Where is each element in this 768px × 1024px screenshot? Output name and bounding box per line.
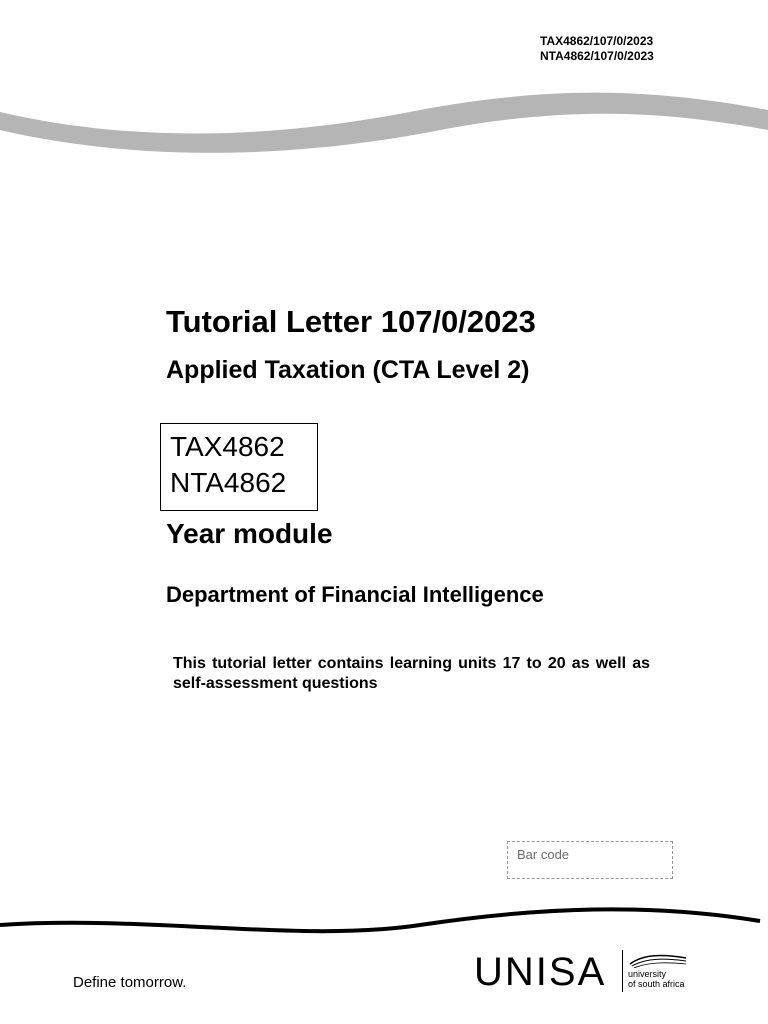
department-name: Department of Financial Intelligence (166, 582, 544, 607)
bottom-curve-decoration (0, 895, 768, 945)
module-code-box (160, 423, 318, 511)
page-title: Tutorial Letter 107/0/2023 (166, 304, 536, 339)
tagline: Define tomorrow. (73, 974, 187, 991)
description-text: This tutorial letter contains learning units 17 to 20 as well as self-assessment questions (173, 655, 650, 692)
module-code-tax: TAX4862 (170, 431, 285, 462)
brand-subtitle (628, 969, 685, 989)
unisa-wordmark: UNISA (474, 950, 607, 994)
top-swoosh-decoration (0, 80, 768, 160)
brand-sub-line-1: university (628, 969, 667, 979)
module-code-nta: NTA4862 (170, 467, 287, 498)
page-subtitle: Applied Taxation (CTA Level 2) (166, 356, 530, 384)
barcode-box (507, 841, 673, 879)
brand-sub-line-2: of south africa (628, 979, 685, 989)
header-code-tax: TAX4862/107/0/2023 (540, 34, 654, 48)
header-code-nta: NTA4862/107/0/2023 (540, 49, 654, 63)
header-codes (540, 34, 654, 64)
unisa-logo-icon (628, 952, 688, 968)
brand-divider (622, 950, 623, 992)
module-type: Year module (166, 518, 333, 549)
barcode-label: Bar code (517, 847, 570, 862)
